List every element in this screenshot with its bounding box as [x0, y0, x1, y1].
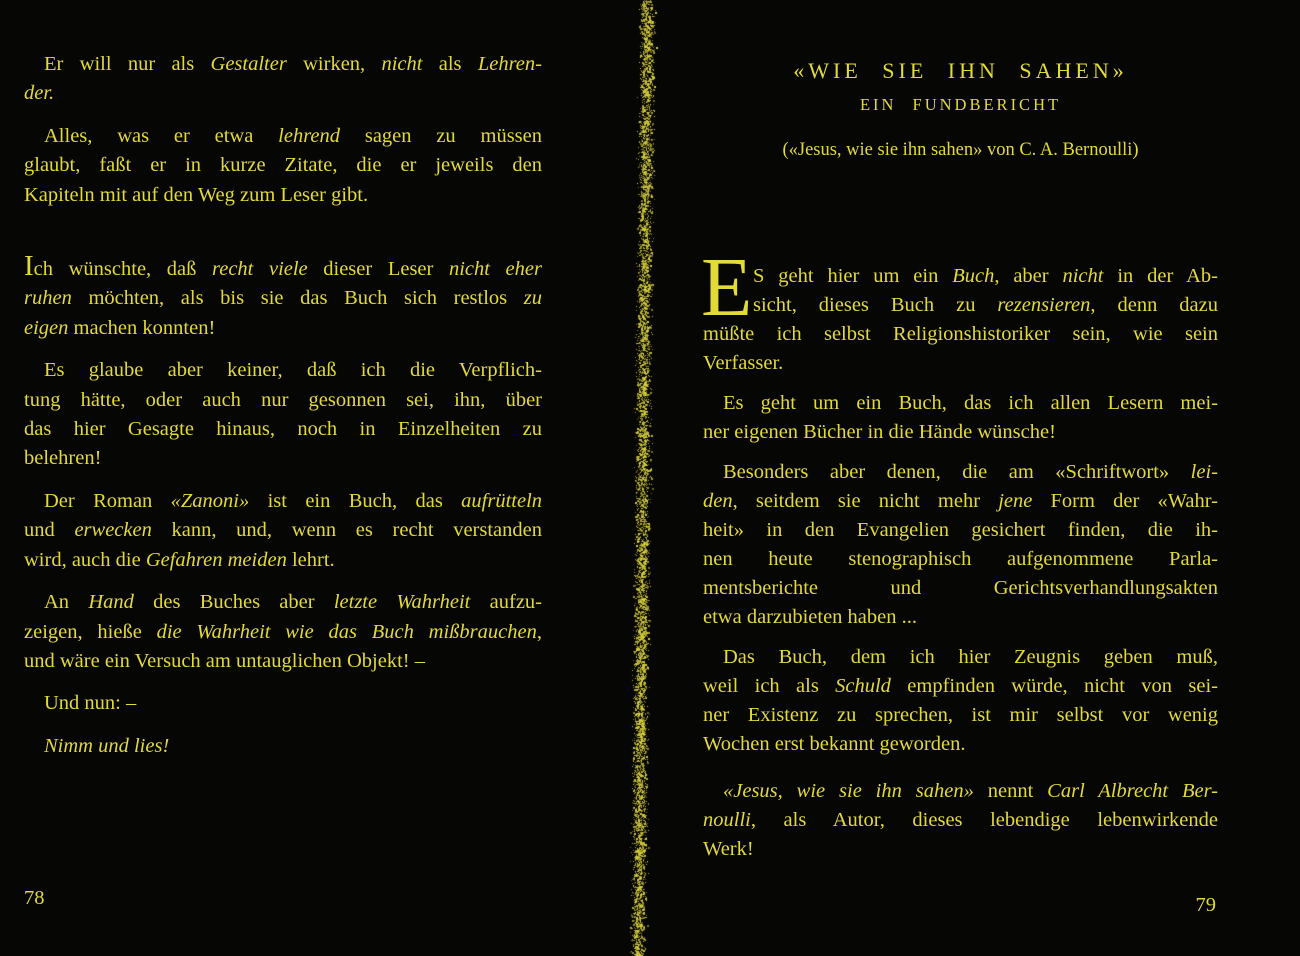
text-run: Form der «Wahr- — [1032, 490, 1218, 512]
text-run: Der Roman — [44, 489, 171, 512]
text-run: , als Autor, dieses lebendige lebenwirkende — [750, 809, 1218, 831]
text-line — [703, 672, 1218, 701]
text-run: nennt — [973, 780, 1048, 802]
text-run: Hand — [88, 591, 134, 614]
text-line — [703, 418, 1218, 447]
text-run: aufrütteln — [461, 489, 543, 512]
paragraph — [24, 122, 542, 210]
text-run: der. — [24, 82, 55, 105]
chapter-title: «WIE SIE IHN SAHEN» — [793, 58, 1128, 83]
text-run: belehren! — [24, 447, 102, 470]
text-run: wirken, — [286, 53, 382, 75]
text-run: recht viele — [212, 258, 308, 281]
text-run: sicht, dieses Buch zu — [753, 294, 998, 316]
text-run: , — [536, 620, 542, 643]
text-run: Es glaube aber keiner, daß ich die Verpflich- — [44, 359, 542, 382]
text-run: Schuld — [835, 675, 891, 697]
paragraph — [703, 777, 1218, 864]
text-line — [703, 458, 1218, 487]
text-line — [24, 314, 542, 343]
text-line — [24, 546, 542, 575]
text-run: glaubt, faßt er in kurze Zitate, die er jeweils den — [24, 154, 542, 177]
text-run: des Buches aber — [133, 591, 334, 614]
text-run: ner Existenz zu sprechen, ist mir selbst vor wenig — [703, 704, 1218, 726]
paragraph — [24, 588, 542, 676]
text-run: weil ich als — [703, 675, 836, 697]
text-line — [24, 689, 542, 718]
paragraph — [703, 389, 1218, 447]
text-line — [24, 122, 542, 151]
text-run: etwa darzubieten haben ... — [703, 606, 918, 628]
text-run: jene — [998, 490, 1033, 512]
text-line — [24, 284, 542, 313]
text-run: die Wahrheit wie das Buch mißbrauchen — [156, 620, 537, 643]
text-run: Es geht um ein Buch, das ich allen Lesern mei- — [723, 392, 1218, 414]
text-line — [24, 618, 542, 647]
paragraph — [24, 50, 542, 109]
text-run: den — [703, 490, 733, 512]
paragraph — [24, 487, 542, 575]
text-run: letzte Wahrheit — [333, 591, 471, 614]
text-run: Wochen erst bekannt geworden. — [703, 733, 966, 755]
text-run: Verfasser. — [703, 352, 784, 374]
paragraph — [703, 643, 1218, 759]
text-run: empfinden würde, nicht von sei- — [890, 675, 1218, 697]
paragraph — [24, 689, 542, 718]
text-run: Carl Albrecht Ber- — [1047, 780, 1219, 802]
text-run: ruhen — [24, 287, 72, 310]
text-line — [24, 444, 542, 473]
text-run: rezensieren — [997, 294, 1091, 316]
text-line — [703, 835, 1218, 864]
paragraph — [701, 241, 1218, 378]
text-line — [24, 50, 542, 79]
text-run: machen konnten! — [68, 316, 216, 339]
text-line — [703, 487, 1218, 516]
text-run: mentsberichte und Gerichtsverhandlungsakten — [703, 577, 1218, 599]
text-run: und wäre ein Versuch am untauglichen Objekt! – — [24, 649, 425, 672]
text-run: ch wünschte, daß — [33, 258, 212, 281]
text-run: Gestalter — [210, 53, 287, 75]
text-run: Nimm und lies! — [44, 734, 170, 757]
chapter-header — [703, 58, 1218, 162]
page-number-right: 79 — [1195, 894, 1216, 916]
text-line — [24, 181, 542, 210]
text-run: Kapiteln mit auf den Weg zum Leser gibt. — [24, 183, 369, 206]
text-run: wird, auch die — [24, 548, 146, 571]
text-line — [24, 151, 542, 180]
text-line — [703, 516, 1218, 545]
text-line — [24, 647, 542, 676]
text-line — [24, 516, 542, 545]
text-run: zeigen, hieße — [24, 620, 157, 643]
text-run: sagen zu müssen — [340, 124, 542, 147]
text-run: lehrt. — [286, 548, 335, 571]
text-run: Besonders aber denen, die am «Schriftwort» — [723, 461, 1191, 483]
text-line — [24, 487, 542, 516]
drop-cap-letter: E — [701, 241, 753, 334]
text-run: ner eigenen Bücher in die Hände wünsche! — [703, 421, 1056, 443]
text-line — [703, 777, 1218, 806]
text-run: nen heute stenographisch aufgenommene Parla- — [703, 548, 1218, 570]
text-line — [24, 386, 542, 415]
text-line — [703, 701, 1218, 730]
text-run: möchten, als bis sie das Buch sich restlos — [71, 287, 524, 310]
text-run: Lehren- — [477, 53, 542, 75]
text-line — [703, 643, 1218, 672]
text-run: Das Buch, dem ich hier Zeugnis geben muß, — [723, 646, 1218, 668]
page-left — [24, 0, 542, 956]
text-run: dieser Leser — [307, 258, 449, 281]
text-run: noulli — [703, 809, 751, 831]
text-run: Gefahren meiden — [145, 548, 287, 571]
text-line — [703, 574, 1218, 603]
text-run: kann, und, wenn es recht verstanden — [151, 519, 542, 542]
text-run: und — [24, 519, 75, 542]
text-line — [703, 603, 1218, 632]
text-line — [703, 320, 1218, 349]
text-run: ist ein Buch, das — [249, 489, 462, 512]
text-run: erwecken — [74, 519, 152, 542]
text-run: An — [44, 591, 89, 614]
text-run: Alles, was er etwa — [44, 124, 279, 147]
text-run: , denn dazu — [1090, 294, 1218, 316]
text-run: nicht — [381, 53, 423, 75]
text-line — [703, 545, 1218, 574]
text-run: eigen — [24, 316, 69, 339]
text-run: , aber — [994, 265, 1063, 287]
text-run: lehrend — [278, 124, 341, 147]
text-run: Und nun: – — [44, 692, 137, 715]
text-line — [24, 732, 542, 761]
text-line — [703, 806, 1218, 835]
page-right — [703, 0, 1218, 956]
text-run: , seitdem sie nicht mehr — [732, 490, 999, 512]
text-run: nicht — [1062, 265, 1104, 287]
text-run: als — [422, 53, 478, 75]
text-line — [24, 252, 542, 284]
text-run: in der Ab- — [1103, 265, 1218, 287]
text-line — [703, 262, 1218, 291]
text-run: müßte ich selbst Religionshistoriker sein, wie sein — [703, 323, 1218, 345]
text-line — [24, 588, 542, 617]
page-left-text-block — [24, 50, 542, 774]
text-line — [24, 356, 542, 385]
text-run: zu — [523, 287, 542, 310]
text-run: «Zanoni» — [170, 489, 250, 512]
text-line — [703, 349, 1218, 378]
text-run: tung hätte, oder auch nur gesonnen sei, ihn, über — [24, 388, 542, 411]
text-line — [703, 291, 1218, 320]
text-run: Werk! — [703, 838, 754, 860]
text-line — [24, 79, 542, 108]
paragraph — [24, 252, 542, 343]
page-right-text-block — [701, 241, 1219, 875]
text-run: Buch — [952, 265, 995, 287]
text-run: Er will nur als — [44, 53, 211, 75]
text-run: das hier Gesagte hinaus, noch in Einzelheiten zu — [24, 418, 542, 441]
text-line — [703, 730, 1218, 759]
text-line — [24, 415, 542, 444]
text-run: I — [24, 250, 34, 283]
text-run: S geht hier um ein — [753, 265, 953, 287]
paragraph — [24, 732, 542, 761]
chapter-subtitle: EIN FUNDBERICHT — [859, 95, 1062, 114]
chapter-source-line: («Jesus, wie sie ihn sahen» von C. A. Bernoulli) — [782, 140, 1139, 160]
text-run: aufzu- — [470, 591, 542, 614]
text-line — [703, 389, 1218, 418]
text-run: nicht eher — [448, 258, 542, 281]
binding-gutter-texture — [616, 0, 664, 956]
page-number-left: 78 — [24, 887, 45, 909]
text-run: «Jesus, wie sie ihn sahen» — [723, 780, 974, 802]
text-run: lei- — [1190, 461, 1218, 483]
text-run: heit» in den Evangelien gesichert finden, die ih- — [703, 519, 1218, 541]
paragraph — [24, 356, 542, 474]
paragraph — [703, 458, 1218, 632]
